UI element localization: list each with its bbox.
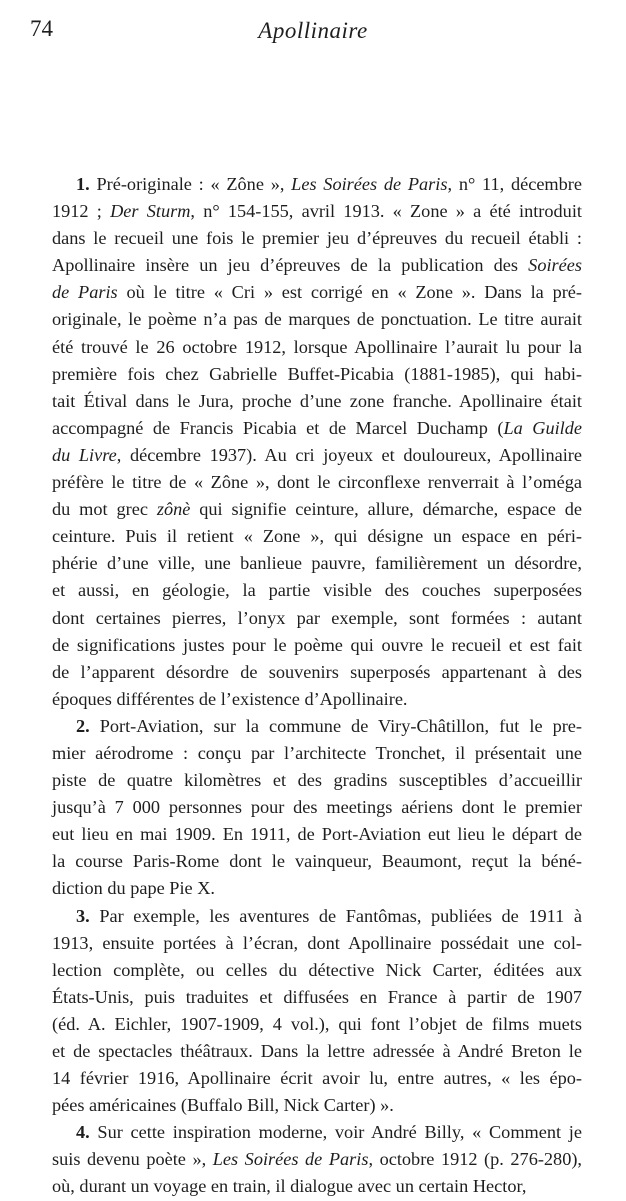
note-number: 1. (76, 174, 90, 194)
note-1-line (52, 442, 582, 469)
note-text: de significations justes pour le poème qui ouvre le recueil et est fait (52, 634, 582, 655)
note-text: , n° 154-155, avril 1913. « Zone » a été introduit (190, 201, 582, 222)
note-3-line (52, 930, 582, 957)
italic-title: La Guilde (503, 417, 582, 438)
note-text: lection complète, ou celles du détective Nick Carter, éditées aux (52, 959, 582, 980)
note-3-line (52, 903, 582, 930)
note-text: du mot grec (52, 499, 157, 520)
note-text: phérie d’une ville, une banlieue pauvre, familièrement un désordre, (52, 553, 582, 574)
note-1-line (52, 577, 582, 604)
note-text: tait Étival dans le Jura, proche d’une zone franche. Apollinaire était (52, 390, 582, 411)
note-2-line (52, 794, 582, 821)
note-text: jusqu’à 7 000 personnes pour des meetings aériens dont le premier (52, 797, 582, 818)
italic-title: Der Sturm (110, 201, 191, 222)
note-1-line (52, 659, 582, 686)
note-3-line (52, 1092, 582, 1119)
note-1-line (52, 252, 582, 279)
endnotes (52, 171, 582, 1201)
note-text: et de spectacles théâtraux. Dans la lettre adressée à André Breton le (52, 1041, 582, 1061)
note-3-line (52, 1011, 582, 1038)
running-head: Apollinaire (258, 18, 368, 43)
note-text: , octobre 1912 (p. 276-280), (368, 1149, 582, 1170)
note-1-line (52, 469, 582, 496)
note-text: Par exemple, les aventures de Fantômas, publiées de 1911 à (89, 905, 582, 926)
note-1-line (52, 225, 582, 252)
note-2-line (52, 767, 582, 794)
page-number: 74 (30, 16, 53, 41)
note-3-line (52, 1038, 582, 1065)
note-1-line (52, 388, 582, 415)
note-4-line (52, 1173, 582, 1200)
note-text: dans le recueil une fois le premier jeu d’épreuves du recueil établi : (52, 228, 582, 249)
note-text: Pré-originale : « Zône », (89, 174, 292, 194)
note-1-line (52, 171, 582, 198)
note-1-line (52, 605, 582, 632)
italic-title: de Paris (52, 282, 118, 303)
note-2-line (52, 848, 582, 875)
italic-title: du Livre (52, 444, 117, 465)
note-text: piste de quatre kilomètres et des gradins susceptibles d’accueillir (52, 770, 582, 791)
note-text: ceinture. Puis il retient « Zone », qui désigne un espace en péri- (52, 526, 582, 547)
page-header (30, 16, 596, 52)
note-text: 1913, ensuite portées à l’écran, dont Apollinaire possédait une col- (52, 932, 582, 953)
note-text: 1912 ; (52, 201, 111, 222)
note-text: États-Unis, puis traduites et diffusées en France à partir de 1907 (52, 986, 582, 1007)
note-text: qui signifie ceinture, allure, démarche, espace de (190, 499, 583, 520)
note-text: accompagné de Francis Picabia et de Marcel Duchamp ( (52, 417, 504, 438)
note-1-line (52, 279, 582, 306)
note-text: originale, le poème n’a pas de marques de ponctuation. Le titre aurait (52, 309, 582, 330)
note-text: première fois chez Gabrielle Buffet-Picabia (1881-1985), qui habi- (52, 363, 582, 384)
note-2-line (52, 713, 582, 740)
note-3-line (52, 1065, 582, 1092)
note-text: où le titre « Cri » est corrigé en « Zone ». Dans la pré- (117, 282, 582, 303)
note-text: Sur cette inspiration moderne, voir André Billy, « Comment je (89, 1122, 582, 1143)
note-text: époques différentes de l’existence d’Apollinaire. (52, 688, 408, 709)
note-text: où, durant un voyage en train, il dialogue avec un certain Hector, (52, 1176, 527, 1197)
note-number: 2. (76, 715, 90, 736)
note-text: eut lieu en mai 1909. En 1911, de Port-Aviation eut lieu le départ de (52, 824, 582, 845)
note-1-line (52, 198, 582, 225)
note-1-line (52, 523, 582, 550)
note-4-line (52, 1119, 582, 1146)
note-4-line (52, 1146, 582, 1173)
note-1-line (52, 415, 582, 442)
note-text: et aussi, en géologie, la partie visible des couches superposées (52, 580, 582, 601)
italic-title: Les Soirées de Paris (291, 174, 448, 194)
note-text: Port-Aviation, sur la commune de Viry-Châtillon, fut le pre- (89, 715, 582, 736)
note-number: 3. (76, 905, 90, 926)
note-text: pées américaines (Buffalo Bill, Nick Carter) ». (52, 1095, 394, 1116)
note-2-line (52, 875, 582, 902)
note-text: de l’apparent désordre de souvenirs superposés appartenant à des (52, 661, 582, 682)
note-text: préfère le titre de « Zône », dont le circonflexe renverrait à l’oméga (52, 472, 582, 493)
italic-title: zônè (156, 499, 191, 520)
note-text: mier aérodrome : conçu par l’architecte Tronchet, il présentait une (52, 742, 582, 763)
note-text: la course Paris-Rome dont le vainqueur, Beaumont, reçut la béné- (52, 851, 582, 872)
note-text: diction du pape Pie X. (52, 878, 215, 899)
note-2-line (52, 740, 582, 767)
note-3-line (52, 984, 582, 1011)
note-3-line (52, 957, 582, 984)
note-text: Apollinaire insère un jeu d’épreuves de la publication des (52, 255, 529, 276)
italic-title: Les Soirées de Paris (212, 1149, 369, 1170)
note-1-line (52, 632, 582, 659)
note-text: été trouvé le 26 octobre 1912, lorsque Apollinaire l’aurait lu pour la (52, 336, 582, 357)
note-text: dont certaines pierres, l’onyx par exemple, sont formées : autant (52, 607, 582, 628)
italic-title: Soirées (528, 255, 582, 276)
note-2-line (52, 821, 582, 848)
note-text: , décembre 1937). Au cri joyeux et douloureux, Apollinaire (116, 444, 583, 465)
note-1-line (52, 306, 582, 333)
note-text: 14 février 1916, Apollinaire écrit avoir lu, entre autres, « les épo- (52, 1068, 582, 1089)
note-1-line (52, 334, 582, 361)
note-text: suis devenu poète », (52, 1149, 213, 1170)
note-1-line (52, 550, 582, 577)
note-1-line (52, 686, 582, 713)
note-1-line (52, 496, 582, 523)
note-1-line (52, 361, 582, 388)
note-text: , n° 11, décembre (447, 174, 582, 194)
note-text: (éd. A. Eichler, 1907-1909, 4 vol.), qui font l’objet de films muets (52, 1013, 582, 1034)
note-number: 4. (76, 1122, 90, 1143)
